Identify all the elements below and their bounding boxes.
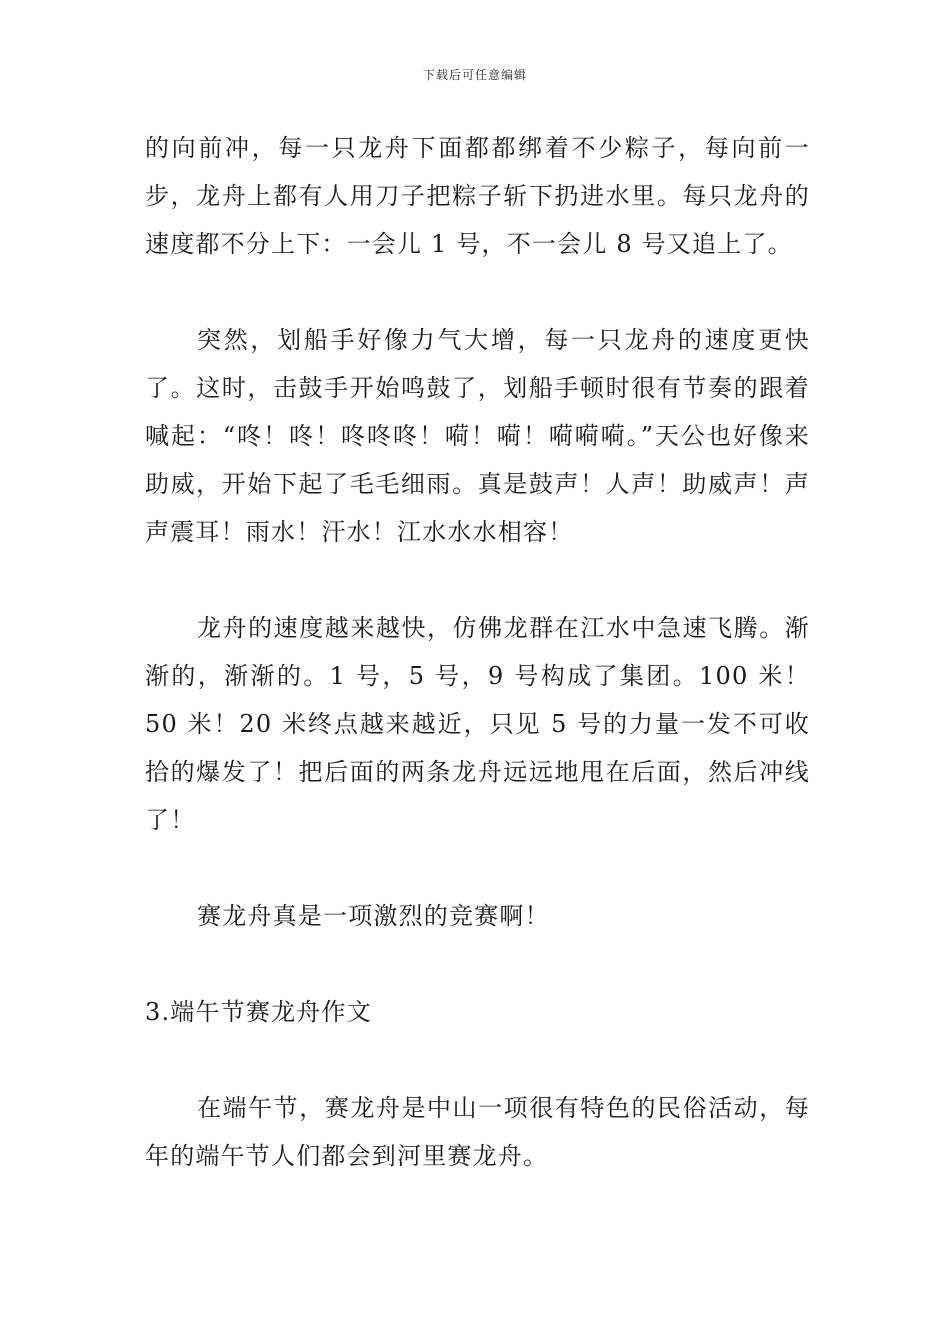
paragraph-spacer (145, 940, 810, 988)
paragraph: 突然，划船手好像力气大增，每一只龙舟的速度更快了。这时，击鼓手开始鸣鼓了，划船手顿时很有节奏的跟着喊起：“咚！咚！咚咚咚！嗬！嗬！嗬嗬嗬。”天公也好像来助威，开始下起了毛毛细雨。真是鼓声！人声！助威声！声声震耳！雨水！汗水！江水水水相容！ (145, 326, 810, 546)
paragraph-conclusion: 赛龙舟真是一项激烈的竞赛啊！ (197, 902, 550, 930)
paragraph: 龙舟的速度越来越快，仿佛龙群在江水中急速飞腾。渐渐的，渐渐的。1 号，5 号，9 号构成了集团。100 米！50 米！20 米终点越来越近，只见 5 号的力量一发不可收拾的爆发了！把后面的两条龙舟远远地甩在后面，然后冲线了！ (145, 614, 810, 834)
paragraph-continuation: 的向前冲，每一只龙舟下面都都绑着不少粽子，每向前一步，龙舟上都有人用刀子把粽子斩下扔进水里。每只龙舟的速度都不分上下：一会儿 1 号，不一会儿 8 号又追上了。 (145, 134, 810, 258)
paragraph-spacer (145, 844, 810, 892)
paragraph-spacer (145, 268, 810, 316)
page-header-note: 下载后可任意编辑 (422, 68, 527, 82)
paragraph-spacer (145, 556, 810, 604)
document-body (145, 124, 810, 1180)
paragraph-spacer (145, 1036, 810, 1084)
section-heading: 3.端午节赛龙舟作文 (145, 998, 372, 1026)
section-paragraph: 在端午节，赛龙舟是中山一项很有特色的民俗活动，每年的端午节人们都会到河里赛龙舟。 (145, 1094, 810, 1170)
